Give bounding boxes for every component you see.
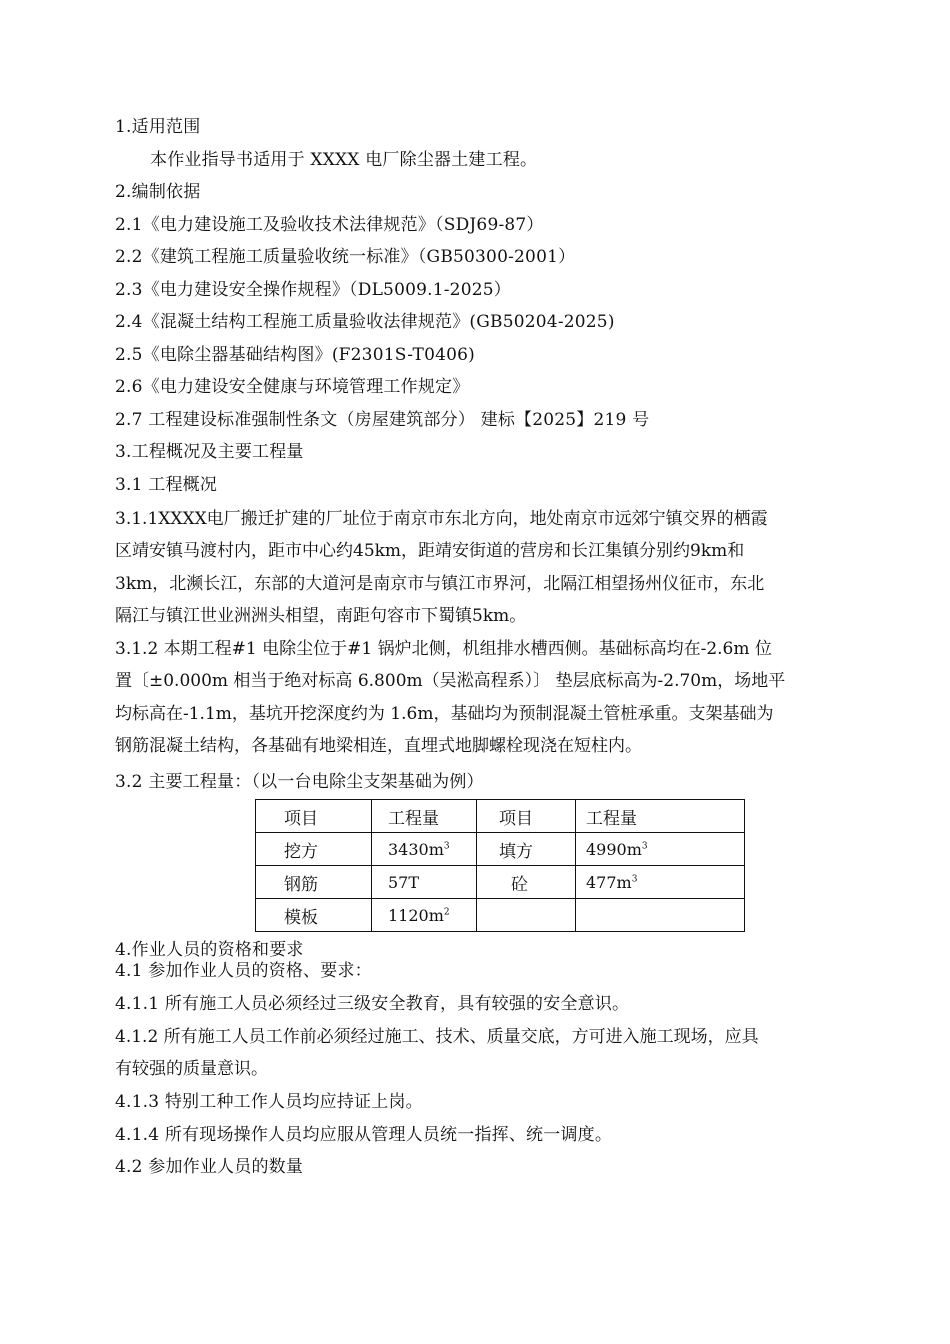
table-row: [256, 866, 745, 899]
table-cell-item: 砼: [477, 866, 576, 899]
table-cell-item: 模板: [256, 899, 372, 932]
paragraph-line: 3km，北濒长江，东部的大道河是南京市与镇江市界河，北隔江相望扬州仪征市，东北: [115, 573, 765, 594]
table-header-cell: 工程量: [576, 800, 745, 833]
requirement-item: 4.1.4 所有现场操作人员均应服从管理人员统一指挥、统一调度。: [115, 1125, 613, 1145]
table-header-row: [256, 800, 745, 833]
table-cell-quantity: $1120m^2$: [372, 899, 477, 932]
paragraph-line: 4.1.2 所有施工人员工作前必须经过施工、技术、质量交底，方可进入施工现场，应具: [115, 1027, 759, 1047]
table-header-cell: 项目: [477, 800, 576, 833]
requirement-item: 4.1.1 所有施工人员必须经过三级安全教育，具有较强的安全意识。: [115, 994, 630, 1014]
section-2-title: 2.编制依据: [115, 182, 201, 202]
paragraph-line: 钢筋混凝土结构，各基础有地梁相连，直埋式地脚螺栓现浇在短柱内。: [115, 735, 642, 756]
reference-item: 2.1《电力建设施工及验收技术法律规范》（SDJ69-87）: [115, 215, 544, 235]
paragraph-line: 3.1.2 本期工程#1 电除尘位于#1 锅炉北侧，机组排水槽西侧。基础标高均在-2.6m 位: [115, 639, 772, 659]
table-header-cell: 项目: [256, 800, 372, 833]
section-1-body: 本作业指导书适用于 XXXX 电厂除尘器土建工程。: [150, 150, 538, 170]
table-cell-quantity: $3430m^3$: [372, 833, 477, 866]
section-4-title: 4.作业人员的资格和要求: [115, 940, 304, 960]
section-1-title: 1.适用范围: [115, 117, 201, 137]
table-cell-item: 填方: [477, 833, 576, 866]
table-cell-quantity: 57T: [372, 866, 477, 899]
requirement-item: 4.1.3 特别工种工作人员均应持证上岗。: [115, 1092, 423, 1112]
section-3-title: 3.工程概况及主要工程量: [115, 442, 304, 462]
table-row: [256, 899, 745, 932]
requirement-item-paragraph: [115, 1021, 837, 1086]
reference-item: 2.4《混凝土结构工程施工质量验收法律规范》(GB50204-2025): [115, 312, 615, 332]
table-row: [256, 833, 745, 866]
table-cell-quantity: [576, 899, 745, 932]
section-3-2-title: 3.2 主要工程量：（以一台电除尘支架基础为例）: [115, 772, 484, 792]
project-location-paragraph: [115, 503, 837, 632]
reference-item: 2.3《电力建设安全操作规程》（DL5009.1-2025）: [115, 280, 511, 300]
project-scope-paragraph: [115, 633, 837, 762]
table-cell-item: [477, 899, 576, 932]
table-cell-item: 钢筋: [256, 866, 372, 899]
section-3-1-title: 3.1 工程概况: [115, 475, 218, 495]
reference-item: 2.5《电除尘器基础结构图》(F2301S-T0406): [115, 345, 475, 365]
paragraph-line: 3.1.1XXXX电厂搬迁扩建的厂址位于南京市东北方向，地处南京市远郊宁镇交界的栖霞: [115, 509, 768, 529]
paragraph-line: 隔江与镇江世业洲洲头相望，南距句容市下蜀镇5km。: [115, 605, 527, 626]
paragraph-line: 区靖安镇马渡村内，距市中心约45km，距靖安街道的营房和长江集镇分别约9km和: [115, 541, 745, 562]
reference-item: 2.6《电力建设安全健康与环境管理工作规定》: [115, 377, 470, 397]
paragraph-line: 置〔±0.000m 相当于绝对标高 6.800m（吴淞高程系）〕 垫层底标高为-2.70m，场地平: [115, 671, 786, 692]
table-cell-quantity: $4990m^3$: [576, 833, 745, 866]
reference-item: 2.2《建筑工程施工质量验收统一标准》（GB50300-2001）: [115, 247, 576, 267]
section-4-1-title: 4.1 参加作业人员的资格、要求：: [115, 961, 372, 981]
table-cell-item: 挖方: [256, 833, 372, 866]
paragraph-line: 有较强的质量意识。: [115, 1059, 268, 1080]
table-cell-quantity: $477m^3$: [576, 866, 745, 899]
table-header-cell: 工程量: [372, 800, 477, 833]
reference-item: 2.7 工程建设标准强制性条文（房屋建筑部分） 建标【2025】219 号: [115, 410, 650, 430]
section-4-2-title: 4.2 参加作业人员的数量: [115, 1157, 304, 1177]
paragraph-line: 均标高在-1.1m，基坑开挖深度约为 1.6m，基础均为预制混凝土管桩承重。支架基础为: [115, 703, 774, 724]
quantity-table: [255, 799, 745, 932]
